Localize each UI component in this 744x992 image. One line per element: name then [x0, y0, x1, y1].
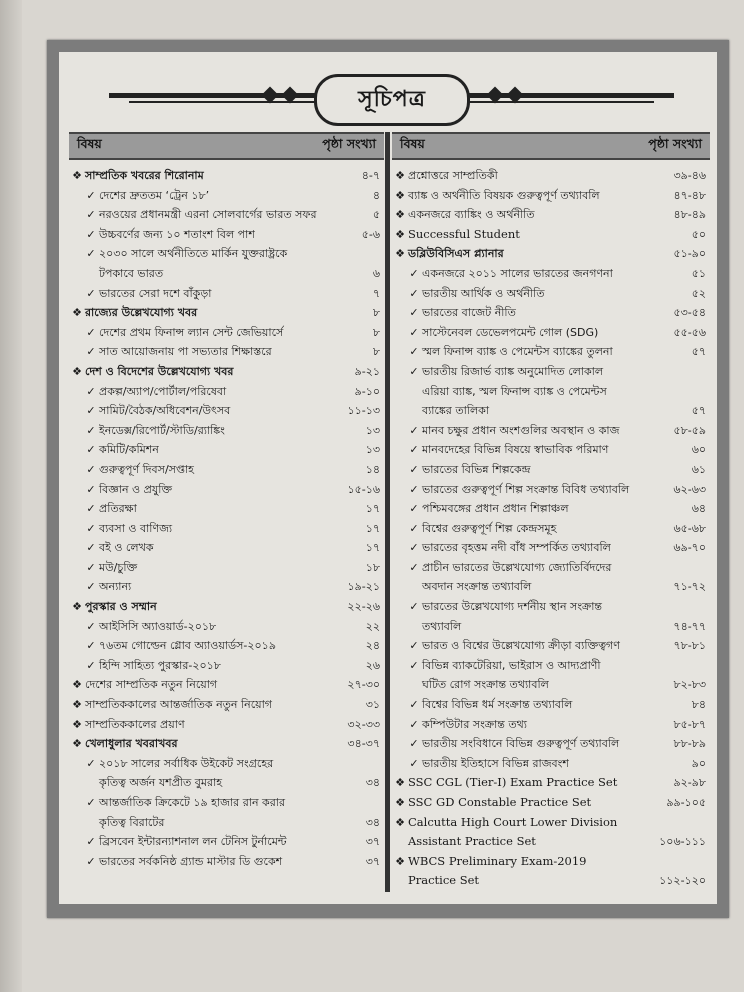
toc-row: [69, 715, 384, 735]
toc-row: [392, 244, 710, 264]
toc-row: [69, 832, 384, 852]
toc-row: [69, 323, 384, 343]
toc-entry-text: পুরস্কার ও সম্মান: [85, 600, 157, 614]
toc-entry-text: এরিয়া ব্যাঙ্ক, স্মল ফিনান্স ব্যাঙ্ক ও পেমেন্টস: [422, 384, 607, 398]
toc-entry-text: প্রশ্নোত্তরে সাম্প্রতিকী: [408, 169, 498, 182]
toc-page-number: ১১-১৩: [347, 404, 380, 418]
toc-page-number: ২২-২৬: [347, 600, 380, 614]
check-icon: ✓: [409, 560, 419, 574]
bullet-icon: ❖: [395, 188, 405, 202]
toc-row: [392, 440, 710, 460]
toc-entry-text: ভারতের বিভিন্ন শিল্পকেন্দ্র: [422, 462, 531, 476]
bullet-icon: ❖: [72, 698, 82, 712]
toc-row: [69, 558, 384, 578]
ornament-left-thin: [129, 101, 339, 103]
toc-page-number: ৫৭: [691, 404, 706, 418]
toc-entry-text: বই ও লেখক: [99, 541, 154, 555]
toc-page-number: ৬১: [691, 462, 706, 476]
toc-row: [392, 675, 710, 695]
toc-entry-text: ৭৬তম গোল্ডেন গ্লোব অ্যাওয়ার্ডস-২০১৯: [99, 639, 276, 653]
toc-entry-text: ভারতীয় ইতিহাসে বিভিন্ন রাজবংশ: [422, 756, 569, 770]
toc-row: [69, 773, 384, 793]
toc-entry-text: সামিট/বৈঠক/অধিবেশন/উৎসব: [99, 404, 231, 418]
check-icon: ✓: [409, 698, 419, 712]
bullet-icon: ❖: [395, 854, 405, 868]
toc-page-number: ৮৫-৮৭: [673, 717, 706, 731]
toc-page-number: ৯৯-১০৫: [666, 796, 706, 809]
toc-entry-text: মউ/চুক্তি: [99, 560, 138, 574]
toc-page-number: ২৪: [365, 639, 380, 653]
toc-row: [392, 323, 710, 343]
toc-entry-text: ভারতীয় সংবিধানে বিভিন্ন গুরুত্বপূর্ণ তথ্যাবলি: [422, 737, 620, 751]
toc-row: [69, 205, 384, 225]
check-icon: ✓: [409, 600, 419, 614]
check-icon: ✓: [86, 208, 96, 222]
toc-entry-text: প্রকল্প/অ্যাপ/পোর্টাল/পরিষেবা: [99, 384, 227, 398]
toc-row: [69, 617, 384, 637]
bullet-icon: ❖: [72, 717, 82, 731]
check-icon: ✓: [409, 306, 419, 320]
toc-page-number: ৫: [372, 208, 380, 222]
toc-entry-text: ঘটিত রোগ সংক্রান্ত তথ্যাবলি: [422, 678, 549, 692]
toc-entry-text: পশ্চিমবঙ্গের প্রধান প্রধান শিল্পাঞ্চল: [422, 502, 569, 516]
toc-entry-text: স্মল ফিনান্স ব্যাঙ্ক ও পেমেন্টস ব্যাঙ্কের তুলনা: [422, 345, 613, 359]
toc-row: [69, 636, 384, 656]
toc-page-number: ৩৯-৪৬: [673, 169, 706, 182]
toc-entry-text: দেশের প্রথম ফিনান্স ল্যান সেন্ট জেভিয়ার্সে: [99, 325, 284, 339]
check-icon: ✓: [409, 364, 419, 378]
toc-entry-text: বিশ্বের গুরুত্বপূর্ণ শিল্প কেন্দ্রসমূহ: [422, 521, 557, 535]
toc-entry-text: ভারতের সর্বকনিষ্ঠ গ্র্যান্ড মাস্টার ডি গুকেশ: [99, 854, 283, 868]
toc-entry-text: সাত আয়োজনায় পা সভ্যতার শিক্ষাস্তরে: [99, 345, 272, 359]
toc-entry-text: সাস্টেনেবল ডেভেলপমেন্ট গোল (SDG): [422, 325, 599, 339]
right-column: [392, 132, 710, 892]
toc-page-number: ৮: [372, 345, 380, 359]
toc-row: [392, 342, 710, 362]
toc-row: [69, 519, 384, 539]
check-icon: ✓: [86, 796, 96, 809]
bullet-icon: ❖: [72, 600, 82, 614]
page-header: পৃষ্ঠা সংখ্যা: [322, 136, 376, 151]
toc-entry-text: রাজ্যের উল্লেখযোগ্য খবর: [85, 306, 198, 320]
bullet-icon: ❖: [395, 247, 405, 261]
check-icon: ✓: [86, 756, 96, 770]
toc-row: [392, 617, 710, 637]
toc-row: [392, 577, 710, 597]
toc-page-number: ১৭: [365, 541, 380, 555]
left-header: [69, 132, 384, 160]
page-shadow: [0, 0, 22, 992]
toc-row: [392, 166, 710, 186]
toc-page-number: ১৩: [365, 443, 380, 457]
toc-page-number: ৬০: [691, 443, 706, 457]
left-rows: [69, 160, 384, 871]
toc-row: [392, 460, 710, 480]
toc-row: [69, 421, 384, 441]
toc-page-number: ১৯-২১: [347, 580, 380, 594]
check-icon: ✓: [86, 345, 96, 359]
check-icon: ✓: [409, 462, 419, 476]
check-icon: ✓: [409, 443, 419, 457]
toc-page-number: ৯০: [691, 756, 706, 770]
toc-entry-text: একনজরে ব্যাঙ্কিং ও অর্থনীতি: [408, 208, 535, 222]
toc-entry-text: ভারতের সেরা দশে বাঁকুড়া: [99, 286, 212, 300]
toc-row: [392, 284, 710, 304]
toc-page-number: ৪: [372, 188, 380, 202]
toc-page-number: ৯-২১: [354, 364, 380, 378]
toc-row: [392, 362, 710, 382]
toc-page-number: ২৭-৩০: [347, 678, 380, 692]
check-icon: ✓: [409, 423, 419, 437]
toc-entry-text: সাম্প্রতিককালের আন্তর্জাতিক নতুন নিয়োগ: [85, 698, 272, 712]
toc-entry-text: WBCS Preliminary Exam-2019: [408, 853, 587, 868]
toc-entry-text: মানবদেহের বিভিন্ন বিষয়ে স্বাভাবিক পরিমাণ: [422, 443, 609, 457]
ornament-right: [444, 93, 674, 98]
toc-row: [69, 852, 384, 872]
toc-entry-text: ভারতের উল্লেখযোগ্য দর্শনীয় স্থান সংক্রান্ত: [422, 600, 603, 614]
toc-page-number: ৫৫-৫৬: [673, 325, 706, 339]
toc-page-number: ৫১-৯০: [673, 247, 706, 261]
toc-entry-text: কৃতিত্ব অর্জন যশপ্রীত বুমরাহ: [99, 776, 223, 790]
toc-row: [392, 558, 710, 578]
toc-row: [392, 695, 710, 715]
toc-entry-text: Calcutta High Court Lower Division: [408, 814, 618, 829]
toc-page-number: ১৭: [365, 502, 380, 516]
toc-entry-text: ভারতের গুরুত্বপূর্ণ শিল্প সংক্রান্ত বিবিধ তথ্যাবলি: [422, 482, 630, 496]
check-icon: ✓: [86, 619, 96, 633]
toc-page-number: ৮২-৮৩: [673, 678, 706, 692]
bullet-icon: ❖: [395, 208, 405, 222]
toc-page-number: ৬৪: [691, 502, 706, 516]
toc-row: [69, 303, 384, 323]
toc-page-number: ৮৮-৮৯: [673, 737, 706, 751]
check-icon: ✓: [409, 639, 419, 653]
subject-header: বিষয়: [400, 136, 425, 151]
toc-page-number: ৪৮-৪৯: [673, 208, 706, 222]
check-icon: ✓: [86, 560, 96, 574]
check-icon: ✓: [86, 541, 96, 555]
toc-row: [392, 734, 710, 754]
toc-page-number: ৮৪: [691, 698, 706, 712]
toc-entry-text: অন্যান্য: [99, 580, 132, 594]
toc-row: [69, 538, 384, 558]
toc-page-number: ৭৮-৮১: [673, 639, 706, 653]
toc-entry-text: কৃতিত্ব বিরাটের: [99, 815, 165, 829]
toc-page-number: ৩৪-৩৭: [347, 737, 380, 751]
toc-page-number: ৭৪-৭৭: [673, 619, 706, 633]
toc-entry-text: SSC CGL (Tier-I) Exam Practice Set: [408, 775, 618, 790]
right-header: [392, 132, 710, 160]
toc-entry-text: বিশ্বের বিভিন্ন ধর্ম সংক্রান্ত তথ্যাবলি: [422, 698, 573, 712]
toc-row: [392, 832, 710, 852]
toc-page-number: ১০৬-১১১: [659, 835, 706, 849]
toc-row: [392, 656, 710, 676]
toc-row: [392, 871, 710, 891]
toc-entry-text: ব্যাঙ্কের তালিকা: [422, 404, 490, 418]
toc-row: [69, 244, 384, 264]
bullet-icon: ❖: [395, 776, 405, 790]
toc-row: [69, 401, 384, 421]
check-icon: ✓: [409, 737, 419, 751]
bullet-icon: ❖: [395, 815, 405, 829]
toc-row: [69, 362, 384, 382]
toc-row: [69, 577, 384, 597]
toc-entry-text: বিভিন্ন ব্যাকটেরিয়া, ভাইরাস ও আদ্যপ্রাণী: [422, 658, 601, 672]
toc-row: [69, 460, 384, 480]
toc-page-number: ৫-৬: [361, 227, 380, 241]
toc-row: [392, 813, 710, 833]
toc-entry-text: নরওয়ের প্রধানমন্ত্রী এরনা সোলবার্গের ভারত সফর: [99, 208, 317, 222]
toc-row: [392, 852, 710, 872]
toc-page-number: ৬৫-৬৮: [673, 521, 706, 535]
toc-entry-text: ২০৩০ সালে অর্থনীতিতে মার্কিন যুক্তরাষ্ট্রকে: [99, 247, 288, 261]
toc-entry-text: Assistant Practice Set: [408, 834, 536, 849]
toc-entry-text: উচ্চবর্ণের জন্য ১০ শতাংশ বিল পাশ: [99, 227, 255, 241]
bullet-icon: ❖: [72, 364, 82, 378]
toc-page-number: ১৪: [365, 462, 380, 476]
toc-page-number: ৩৭: [365, 854, 380, 868]
bullet-icon: ❖: [72, 678, 82, 692]
check-icon: ✓: [86, 658, 96, 672]
toc-entry-text: ডব্লিউবিসিএস প্ল্যানার: [408, 247, 504, 261]
page-title: সূচিপত্র: [314, 74, 470, 126]
toc-row: [392, 519, 710, 539]
toc-entry-text: দেশের সাম্প্রতিক নতুন নিয়োগ: [85, 678, 218, 692]
toc-row: [392, 421, 710, 441]
check-icon: ✓: [409, 266, 419, 280]
toc-row: [392, 715, 710, 735]
toc-entry-text: কমিটি/কমিশন: [99, 443, 159, 457]
toc-entry-text: SSC GD Constable Practice Set: [408, 795, 592, 809]
check-icon: ✓: [409, 541, 419, 555]
check-icon: ✓: [86, 423, 96, 437]
toc-row: [69, 793, 384, 813]
check-icon: ✓: [86, 502, 96, 516]
toc-entry-text: প্রতিরক্ষা: [99, 502, 137, 516]
check-icon: ✓: [86, 580, 96, 594]
toc-entry-text: Successful Student: [408, 226, 520, 241]
toc-entry-text: বিজ্ঞান ও প্রযুক্তি: [99, 482, 173, 496]
toc-row: [392, 538, 710, 558]
toc-row: [392, 382, 710, 402]
toc-row: [392, 186, 710, 206]
toc-page-number: ৫৩-৫৪: [673, 306, 706, 320]
toc-row: [392, 480, 710, 500]
toc-page-number: ২৬: [365, 658, 380, 672]
check-icon: ✓: [409, 756, 419, 770]
toc-entry-text: ২০১৮ সালের সর্বাধিক উইকেট সংগ্রহের: [99, 756, 274, 770]
toc-row: [392, 793, 710, 813]
toc-page-number: ১৭: [365, 521, 380, 535]
toc-entry-text: আইসিসি অ্যাওয়ার্ড-২০১৮: [99, 619, 217, 633]
ornament-right-thin: [444, 101, 654, 103]
toc-page-number: ৮: [372, 325, 380, 339]
check-icon: ✓: [86, 462, 96, 476]
right-rows: [392, 160, 710, 891]
bullet-icon: ❖: [72, 306, 82, 320]
toc-entry-text: ইনডেক্স/রিপোর্ট/স্টাডি/র‍্যাঙ্কিং: [99, 423, 225, 437]
toc-entry-text: কম্পিউটার সংক্রান্ত তথ্য: [422, 717, 527, 731]
toc-entry-text: অবদান সংক্রান্ত তথ্যাবলি: [422, 580, 532, 594]
bullet-icon: ❖: [395, 169, 405, 182]
toc-row: [69, 734, 384, 754]
check-icon: ✓: [409, 521, 419, 535]
check-icon: ✓: [86, 247, 96, 261]
toc-page-number: ১৩: [365, 423, 380, 437]
toc-page-number: ৫৮-৫৯: [673, 423, 706, 437]
check-icon: ✓: [409, 502, 419, 516]
toc-row: [69, 499, 384, 519]
toc-entry-text: দেশের দ্রুততম ‘ট্রেন ১৮’: [99, 188, 210, 202]
column-divider: [385, 132, 390, 892]
check-icon: ✓: [86, 384, 96, 398]
toc-row: [69, 480, 384, 500]
subject-header: বিষয়: [77, 136, 102, 151]
toc-row: [392, 401, 710, 421]
toc-page-number: ৩৭: [365, 835, 380, 849]
toc-row: [392, 773, 710, 793]
toc-row: [392, 597, 710, 617]
toc-page-number: ৭১-৭২: [673, 580, 706, 594]
check-icon: ✓: [86, 404, 96, 418]
check-icon: ✓: [409, 286, 419, 300]
check-icon: ✓: [86, 443, 96, 457]
title-band: [69, 60, 707, 130]
toc-page-number: ৮: [372, 306, 380, 320]
toc-page-number: ১১২-১২০: [659, 874, 706, 888]
page-header: পৃষ্ঠা সংখ্যা: [648, 136, 702, 151]
toc-row: [69, 264, 384, 284]
toc-entry-text: ভারতের বৃহত্তম নদী বাঁধ সম্পর্কিত তথ্যাবলি: [422, 541, 611, 555]
toc-entry-text: ভারতীয় রিজার্ভ ব্যাঙ্ক অনুমোদিত লোকাল: [422, 364, 604, 378]
bullet-icon: ❖: [395, 227, 405, 241]
toc-row: [392, 225, 710, 245]
toc-page-number: ৩১: [365, 698, 380, 712]
toc-entry-text: প্রাচীন ভারতের উল্লেখযোগ্য জ্যোতির্বিদদের: [422, 560, 612, 574]
check-icon: ✓: [86, 521, 96, 535]
check-icon: ✓: [409, 345, 419, 359]
toc-entry-text: ভারতের বাজেট নীতি: [422, 306, 516, 320]
toc-row: [69, 754, 384, 774]
toc-page-number: ৬: [372, 266, 380, 280]
toc-page-number: ৫০: [691, 227, 706, 241]
toc-row: [69, 675, 384, 695]
toc-entry-text: গুরুত্বপূর্ণ দিবস/সপ্তাহ: [99, 462, 194, 476]
check-icon: ✓: [409, 658, 419, 672]
toc-entry-text: সাম্প্রতিককালের প্রয়াণ: [85, 717, 185, 731]
toc-entry-text: সাম্প্রতিক খবরের শিরোনাম: [85, 169, 204, 182]
toc-page-number: ৬২-৬৩: [673, 482, 706, 496]
toc-row: [392, 754, 710, 774]
toc-page-number: ৪৭-৪৮: [673, 188, 706, 202]
toc-page-number: ৩৪: [365, 776, 380, 790]
toc-entry-text: ভারতীয় আর্থিক ও অর্থনীতি: [422, 286, 545, 300]
bullet-icon: ❖: [72, 169, 82, 182]
toc-row: [69, 597, 384, 617]
toc-entry-text: তথ্যাবলি: [422, 619, 462, 633]
toc-row: [69, 695, 384, 715]
check-icon: ✓: [86, 835, 96, 849]
left-column: [69, 132, 384, 892]
toc-entry-text: মানব চক্ষুর প্রধান অংশগুলির অবস্থান ও কাজ: [422, 423, 620, 437]
toc-row: [69, 440, 384, 460]
toc-row: [69, 813, 384, 833]
toc-entry-text: ব্রিসবেন ইন্টারন্যাশনাল লন টেনিস টুর্নামেন্ট: [99, 835, 287, 849]
toc-page-number: ৫৭: [691, 345, 706, 359]
check-icon: ✓: [86, 482, 96, 496]
ornament-left: [109, 93, 339, 98]
toc-page-number: ১৮: [365, 560, 380, 574]
toc-row: [392, 636, 710, 656]
check-icon: ✓: [86, 639, 96, 653]
toc-entry-text: আন্তর্জাতিক ক্রিকেটে ১৯ হাজার রান করার: [99, 796, 286, 809]
toc-entry-text: একনজরে ২০১১ সালের ভারতের জনগণনা: [422, 266, 613, 280]
toc-row: [69, 284, 384, 304]
check-icon: ✓: [86, 227, 96, 241]
check-icon: ✓: [86, 286, 96, 300]
toc-page-number: ৯২-৯৮: [673, 776, 706, 790]
toc-page-number: ৩৪: [365, 815, 380, 829]
toc-row: [392, 303, 710, 323]
check-icon: ✓: [409, 717, 419, 731]
toc-page-number: ৭: [372, 286, 380, 300]
toc-entry-text: ব্যবসা ও বাণিজ্য: [99, 521, 173, 535]
toc-entry-text: দেশ ও বিদেশের উল্লেখযোগ্য খবর: [85, 364, 234, 378]
toc-row: [69, 342, 384, 362]
toc-row: [392, 499, 710, 519]
bullet-icon: ❖: [395, 796, 405, 809]
toc-row: [69, 382, 384, 402]
toc-entry-text: ব্যাঙ্ক ও অর্থনীতি বিষয়ক গুরুত্বপূর্ণ তথ্যাবলি: [408, 188, 600, 202]
toc-entry-text: খেলাধুলার খবরাখবর: [85, 737, 178, 751]
toc-row: [69, 166, 384, 186]
toc-page-number: ৫২: [691, 286, 706, 300]
toc-entry-text: হিন্দি সাহিত্য পুরস্কার-২০১৮: [99, 658, 221, 672]
toc-page-number: ২২: [365, 619, 380, 633]
toc-page-number: ৯-১০: [354, 384, 380, 398]
check-icon: ✓: [86, 854, 96, 868]
toc-page-number: ১৫-১৬: [347, 482, 380, 496]
toc-row: [69, 225, 384, 245]
toc-page-number: ৫১: [691, 266, 706, 280]
toc-entry-text: টপকাবে ভারত: [99, 266, 164, 280]
toc-page-number: ৬৯-৭০: [673, 541, 706, 555]
toc-row: [69, 656, 384, 676]
toc-page-number: ৩২-৩৩: [347, 717, 380, 731]
bullet-icon: ❖: [72, 737, 82, 751]
check-icon: ✓: [86, 325, 96, 339]
toc-row: [392, 264, 710, 284]
toc-entry-text: ভারত ও বিশ্বের উল্লেখযোগ্য ক্রীড়া ব্যক্তিত্বগণ: [422, 639, 620, 653]
toc-row: [392, 205, 710, 225]
toc-page-number: ৪-৭: [361, 169, 380, 182]
contents-panel: [59, 52, 717, 904]
check-icon: ✓: [409, 482, 419, 496]
toc-row: [69, 186, 384, 206]
toc-entry-text: Practice Set: [408, 873, 480, 888]
check-icon: ✓: [409, 325, 419, 339]
contents-frame: [47, 40, 729, 918]
check-icon: ✓: [86, 188, 96, 202]
